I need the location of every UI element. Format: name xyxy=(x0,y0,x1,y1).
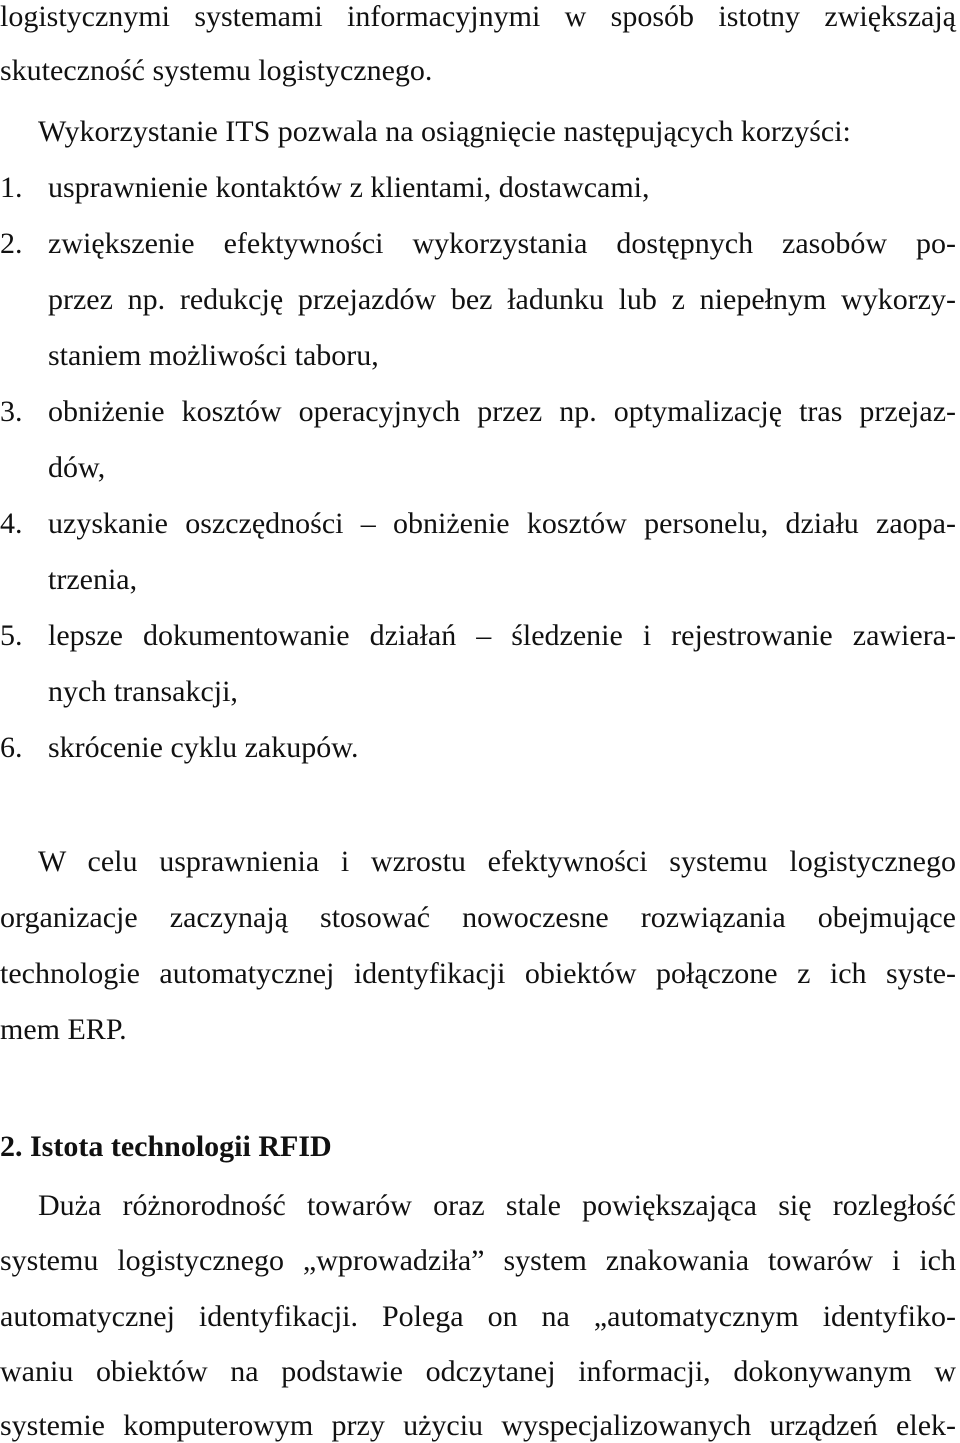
section-heading: 2. Istota technologii RFID xyxy=(0,1130,332,1163)
list-item-text: usprawnienie kontaktów z klientami, dostawcami, xyxy=(48,171,650,204)
paragraph-line: W celu usprawnienia i wzrostu efektywności systemu logistycznego xyxy=(38,845,956,878)
list-item-text: dów, xyxy=(48,451,106,484)
list-item-number: 6. xyxy=(0,731,23,764)
paragraph-line: Duża różnorodność towarów oraz stale powiększająca się rozległość xyxy=(38,1189,956,1222)
list-item-text: nych transakcji, xyxy=(48,675,238,708)
list-item-text: przez np. redukcję przejazdów bez ładunku lub z niepełnym wykorzy- xyxy=(48,283,956,316)
paragraph-line: technologie automatycznej identyfikacji obiektów połączone z ich syste- xyxy=(0,957,956,990)
list-item-number: 3. xyxy=(0,395,23,428)
paragraph-line: automatycznej identyfikacji. Polega on na „automatycznym identyfiko- xyxy=(0,1300,956,1333)
list-item-text: skrócenie cyklu zakupów. xyxy=(48,731,359,764)
intro-line-2: skuteczność systemu logistycznego. xyxy=(0,54,433,87)
intro-line-1: logistycznymi systemami informacyjnymi w sposób istotny zwiększają xyxy=(0,0,956,33)
list-item-text: staniem możliwości taboru, xyxy=(48,339,379,372)
intro-line-3: Wykorzystanie ITS pozwala na osiągnięcie następujących korzyści: xyxy=(38,115,851,148)
list-item-number: 5. xyxy=(0,619,23,652)
list-item-number: 1. xyxy=(0,171,23,204)
paragraph-line: systemu logistycznego „wprowadziła” system znakowania towarów i ich xyxy=(0,1244,956,1277)
list-item-text: zwiększenie efektywności wykorzystania dostępnych zasobów po- xyxy=(48,227,956,260)
paragraph-line: mem ERP. xyxy=(0,1013,127,1046)
list-item-text: obniżenie kosztów operacyjnych przez np. optymalizację tras przejaz- xyxy=(48,395,956,428)
list-item-text: trzenia, xyxy=(48,563,138,596)
list-item-number: 4. xyxy=(0,507,23,540)
list-item-number: 2. xyxy=(0,227,23,260)
paragraph-line: waniu obiektów na podstawie odczytanej informacji, dokonywanym w xyxy=(0,1355,956,1388)
list-item-text: lepsze dokumentowanie działań – śledzenie i rejestrowanie zawiera- xyxy=(48,619,956,652)
list-item-text: uzyskanie oszczędności – obniżenie kosztów personelu, działu zaopa- xyxy=(48,507,956,540)
paragraph-line: organizacje zaczynają stosować nowoczesne rozwiązania obejmujące xyxy=(0,901,956,934)
paragraph-line: systemie komputerowym przy użyciu wyspecjalizowanych urządzeń elek- xyxy=(0,1409,956,1442)
